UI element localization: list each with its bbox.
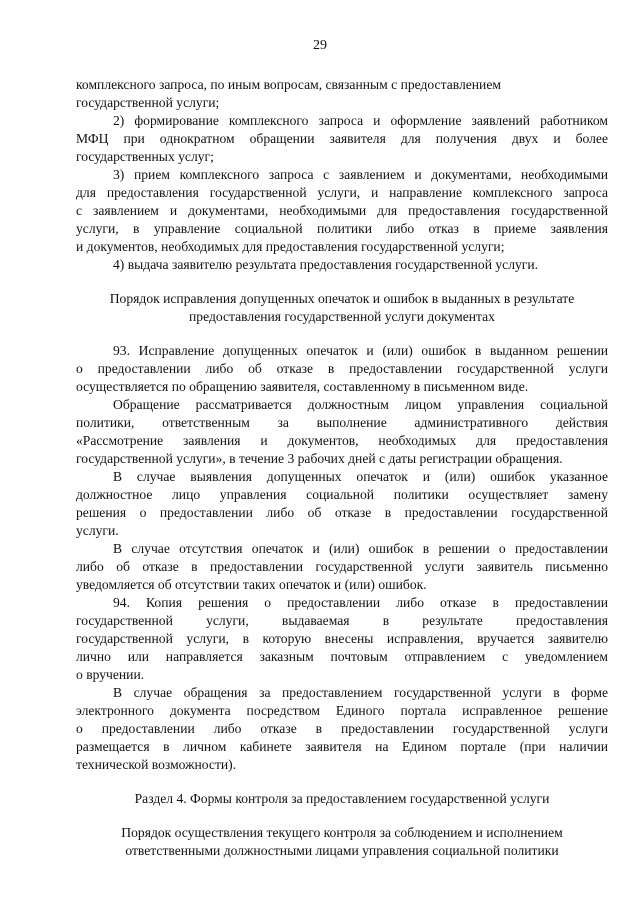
text-line: либо об отказе в предоставлении государственной услуги заявитель письменно bbox=[76, 559, 608, 574]
text-line: государственных услуг; bbox=[76, 149, 214, 164]
text-line: технической возможности). bbox=[76, 757, 237, 772]
section-heading-line: Порядок осуществления текущего контроля за соблюдением и исполнением bbox=[121, 825, 563, 840]
text-line: государственной услуги, выдаваемая в результате предоставления bbox=[76, 613, 608, 628]
text-line: «Рассмотрение заявления и документов, необходимых для предоставления bbox=[76, 433, 608, 448]
text-line: комплексного запроса, по иным вопросам, связанным с предоставлением bbox=[76, 77, 501, 92]
text-line: размещается в личном кабинете заявителя на Едином портале (при наличии bbox=[76, 739, 608, 754]
text-line: о предоставлении либо отказе в предоставлении государственной услуги bbox=[76, 721, 608, 736]
section-title: Раздел 4. Формы контроля за предоставлением государственной услуги bbox=[134, 791, 550, 806]
section-heading-line: Порядок исправления допущенных опечаток и ошибок в выданных в результате bbox=[109, 291, 575, 306]
text-line: политики, ответственным за выполнение административного действия bbox=[76, 415, 608, 430]
section-heading-line: предоставления государственной услуги документах bbox=[189, 309, 495, 324]
text-line: МФЦ при однократном обращении заявителя для получения двух и более bbox=[76, 131, 608, 146]
text-line: с заявлением и документами, необходимыми для предоставления государственной bbox=[76, 203, 608, 218]
text-line: осуществляется по обращению заявителя, составленному в письменном виде. bbox=[76, 379, 529, 394]
text-line: услуги, в управление социальной политики либо отказ в приеме заявления bbox=[76, 221, 608, 236]
text-line: В случае обращения за предоставлением государственной услуги в форме bbox=[113, 685, 608, 700]
text-line: государственной услуги, в которую внесены исправления, вручается заявителю bbox=[76, 631, 608, 646]
text-line: электронного документа посредством Единого портала исправленное решение bbox=[76, 703, 608, 718]
text-line: 4) выдача заявителю результата предоставления государственной услуги. bbox=[113, 257, 539, 272]
text-line: 93. Исправление допущенных опечаток и (или) ошибок в выданном решении bbox=[113, 343, 608, 358]
text-line: должностное лицо управления социальной политики осуществляет замену bbox=[76, 487, 608, 502]
text-line: и документов, необходимых для предоставления государственной услуги; bbox=[76, 239, 505, 254]
text-line: 94. Копия решения о предоставлении либо отказе в предоставлении bbox=[113, 595, 608, 610]
text-line: о вручении. bbox=[76, 667, 145, 682]
text-line: Обращение рассматривается должностным лицом управления социальной bbox=[113, 397, 608, 412]
page-number: 29 bbox=[313, 38, 327, 53]
text-line: 3) прием комплексного запроса с заявлением и документами, необходимыми bbox=[113, 167, 608, 182]
text-line: В случае выявления допущенных опечаток и (или) ошибок указанное bbox=[113, 469, 608, 484]
text-line: уведомляется об отсутствии таких опечаток и (или) ошибок. bbox=[76, 577, 427, 592]
text-line: государственной услуги», в течение 3 рабочих дней с даты регистрации обращения. bbox=[76, 451, 563, 466]
text-line: В случае отсутствия опечаток и (или) ошибок в решении о предоставлении bbox=[113, 541, 608, 556]
text-line: решения о предоставлении либо об отказе в предоставлении государственной bbox=[76, 505, 608, 520]
text-line: государственной услуги; bbox=[76, 95, 220, 110]
text-line: 2) формирование комплексного запроса и оформление заявлений работником bbox=[113, 113, 608, 128]
text-line: услуги. bbox=[76, 523, 119, 538]
text-line: лично или направляется заказным почтовым отправлением с уведомлением bbox=[76, 649, 608, 664]
text-line: о предоставлении либо об отказе в предоставлении государственной услуги bbox=[76, 361, 608, 376]
section-heading-line: ответственными должностными лицами управления социальной политики bbox=[125, 843, 559, 858]
text-line: для предоставления государственной услуги, и направление комплексного запроса bbox=[76, 185, 608, 200]
